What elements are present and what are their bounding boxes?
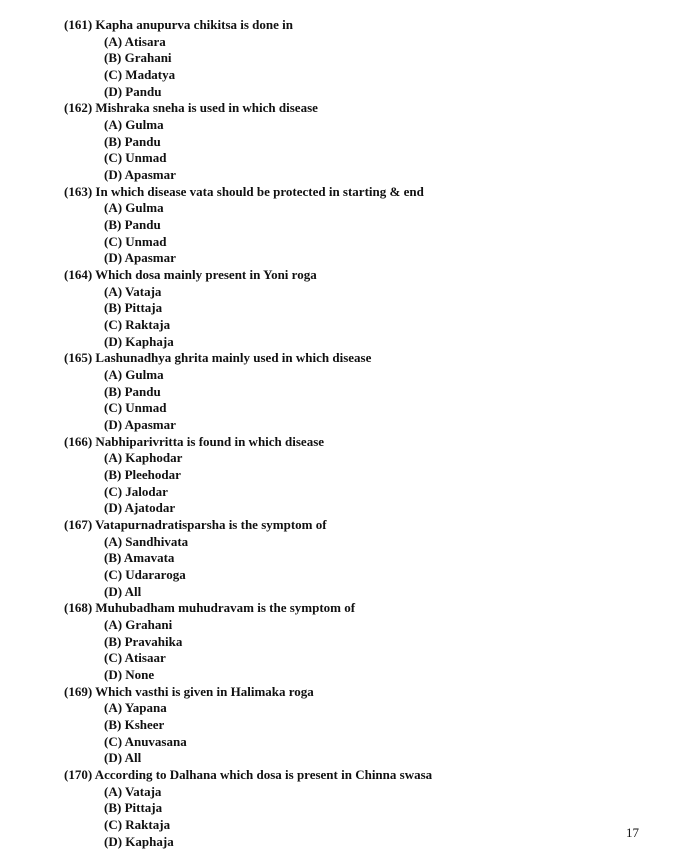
option-169-d: (D) All xyxy=(104,750,142,765)
option-170-c: (C) Raktaja xyxy=(104,817,171,832)
question-166: (166) Nabhiparivritta is found in which disease xyxy=(64,434,325,449)
option-169-c: (C) Anuvasana xyxy=(104,734,187,749)
option-163-c: (C) Unmad xyxy=(104,234,167,249)
option-170-b: (B) Pittaja xyxy=(104,800,163,815)
option-165-c: (C) Unmad xyxy=(104,400,167,415)
option-161-c: (C) Madatya xyxy=(104,67,176,82)
option-167-b: (B) Amavata xyxy=(104,550,175,565)
question-170: (170) According to Dalhana which dosa is present in Chinna swasa xyxy=(64,767,433,782)
option-166-b: (B) Pleehodar xyxy=(104,467,181,482)
option-163-a: (A) Gulma xyxy=(104,200,164,215)
option-167-c: (C) Udararoga xyxy=(104,567,186,582)
option-169-b: (B) Ksheer xyxy=(104,717,165,732)
option-166-c: (C) Jalodar xyxy=(104,484,168,499)
option-167-a: (A) Sandhivata xyxy=(104,534,189,549)
option-166-d: (D) Ajatodar xyxy=(104,500,176,515)
option-164-c: (C) Raktaja xyxy=(104,317,171,332)
question-162: (162) Mishraka sneha is used in which disease xyxy=(64,100,318,115)
question-168: (168) Muhubadham muhudravam is the symptom of xyxy=(64,600,356,615)
question-165: (165) Lashunadhya ghrita mainly used in which disease xyxy=(64,350,372,365)
option-164-b: (B) Pittaja xyxy=(104,300,163,315)
question-163: (163) In which disease vata should be protected in starting & end xyxy=(64,184,424,199)
option-165-b: (B) Pandu xyxy=(104,384,161,399)
option-161-a: (A) Atisara xyxy=(104,34,166,49)
option-163-d: (D) Apasmar xyxy=(104,250,176,265)
option-168-d: (D) None xyxy=(104,667,155,682)
page-number: 17 xyxy=(626,825,639,840)
option-166-a: (A) Kaphodar xyxy=(104,450,183,465)
option-164-a: (A) Vataja xyxy=(104,284,162,299)
question-161: (161) Kapha anupurva chikitsa is done in xyxy=(64,17,294,32)
question-167: (167) Vatapurnadratisparsha is the symptom of xyxy=(64,517,327,532)
question-169: (169) Which vasthi is given in Halimaka roga xyxy=(64,684,314,699)
option-168-a: (A) Grahani xyxy=(104,617,173,632)
question-164: (164) Which dosa mainly present in Yoni roga xyxy=(64,267,317,282)
option-161-b: (B) Grahani xyxy=(104,50,172,65)
option-162-d: (D) Apasmar xyxy=(104,167,176,182)
option-162-a: (A) Gulma xyxy=(104,117,164,132)
option-162-c: (C) Unmad xyxy=(104,150,167,165)
option-170-a: (A) Vataja xyxy=(104,784,162,799)
option-162-b: (B) Pandu xyxy=(104,134,161,149)
option-161-d: (D) Pandu xyxy=(104,84,162,99)
option-169-a: (A) Yapana xyxy=(104,700,167,715)
option-165-d: (D) Apasmar xyxy=(104,417,176,432)
option-164-d: (D) Kaphaja xyxy=(104,334,174,349)
option-170-d: (D) Kaphaja xyxy=(104,834,174,849)
option-165-a: (A) Gulma xyxy=(104,367,164,382)
option-167-d: (D) All xyxy=(104,584,142,599)
option-163-b: (B) Pandu xyxy=(104,217,161,232)
option-168-c: (C) Atisaar xyxy=(104,650,166,665)
option-168-b: (B) Pravahika xyxy=(104,634,183,649)
